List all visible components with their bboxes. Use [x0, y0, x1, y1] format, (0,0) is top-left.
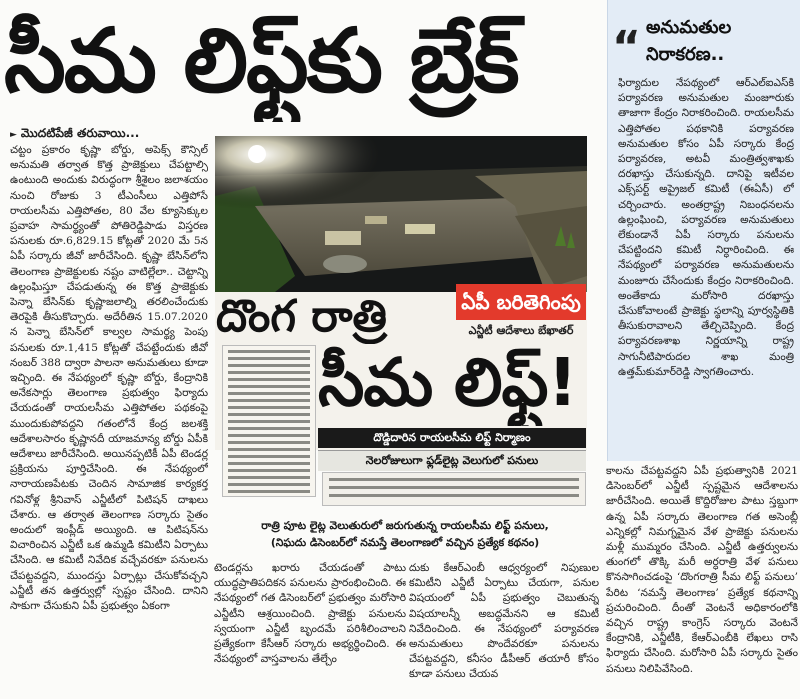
article-column-3: దుకు కేఆర్‌ఎంబీ ఆధ్వర్యంలో నిపుణుల కమిటీని ఎన్జీటీ ఏర్పాటు చేయగా, పనుల విషయంలో ఏపీ ప్రభుత్వం చెబుతున్న విషయాలన్నీ అబద్ధమేనని ఆ కమిటీ నివేదించింది. ఈ నేపథ్యంలో పర్యావరణ అనుమతులు పొందేవరకూ పనులను చేపట్టవద్దని, కనీసం డీపీఆర్ తయారీ కోసం కూడా పనులు చేయవ: [409, 562, 599, 681]
article-column-2: టెండర్లను ఖరారు చేయడంతో పాటు యుద్ధప్రాతిపదికన పనులను ప్రారంభించింది. ఈ నేపథ్యంలో గత డిసెంబర్‌లో ప్రభుత్వం మరోసారి ఎన్జీటీని ఆశ్రయించింది. ప్రాజెక్టు పనులను స్వయంగా ఎన్జీటీ బృందమే పరిశీలించాలని ప్రత్యేకంగా కేసీఆర్ సర్కారు అభ్యర్థించింది. ఈ నేపథ్యంలో వాస్తవాలను తేల్చేం: [214, 562, 406, 666]
strap-line-2: నెలరోజులుగా ఫ్లడ్‌లైట్ల వెలుగులో పనులు: [318, 450, 586, 471]
clipping-inset: [222, 345, 316, 497]
clipping-inset-2: [322, 472, 586, 506]
ngt-subtag: ఎన్జీటీ ఆదేశాలు బేఖాతర్: [468, 324, 574, 337]
triangle-icon: ►: [10, 130, 17, 140]
seema-lift-headline: సీమ లిఫ్ట్!: [318, 344, 577, 421]
ap-tag-banner: ఏపీ బరితెగింపు: [456, 284, 586, 320]
night-construction-photo: [215, 136, 587, 292]
donga-ratri-headline: దొంగ రాత్రి: [216, 291, 387, 342]
quote-mark-icon: “: [612, 22, 641, 73]
article-column-1: చట్టం ప్రకారం కృష్ణా బోర్డు, అపెక్స్ కౌన్సిల్ అనుమతి తర్వాత కొత్త ప్రాజెక్టులు చేపట్టాల్సి ఉంటుంది అందుకు విరుద్ధంగా శ్రీశైలం జలాశయం నుంచి రోజుకు 3 టీఎంసీలు ఎత్తిపోసే రాయలసీమ ఎత్తిపోతల, 80 వేల క్యూసెక్కుల ప్రవాహ సామర్థ్యంతో పోతిరెడ్డిపాడు విస్తరణ పనులకు రూ.6,829.15 కోట్లతో 2020 మే 5న ఏపీ సర్కారు జీవో జారీచేసింది. కృష్ణా బేసిన్‌లోని తెలంగాణ ప్రాజెక్టులకు నష్టం వాటిల్లేలా.. చెట్టాన్ని ఉల్లంఘిస్తూ చేపడుతున్న ఈ కొత్త ప్రాజెక్టుకు పెన్నా బేసిన్‌కు కృష్ణాజలాల్ని తరలించేందుకు తెరపైకి తీసుకొచ్చారు. అదేరీతిన 15.07.2020 న పెన్నా బేసిన్‌లో కాల్వల సామర్థ్య పెంపు పనులకు రూ.1,415 కోట్లతో చేపట్టేందుకు జీవో నంబర్ 388 ద్వారా పాలనా అనుమతులు కూడా ఇచ్చింది. ఈ నేపథ్యంలో కృష్ణా బోర్డు, కేంద్రానికి అనేకసార్లు తెలంగాణ ప్రభుత్వం ఫిర్యాదు చేయడంతో రాయలసీమ ఎత్తిపోతల పథకంపై ముందుకుపోవద్దని గతంలోనే కేంద్ర జలశక్తి ఆదేశాలసారం కృష్ణానదీ యాజమాన్య బోర్డు ఏపీకి ఆదేశాలు జారీచేసింది. అయినప్పటికీ ఏపీ టెండర్ల ప్రక్రియను పూర్తిచేసింది. ఈ నేపథ్యంలో నారాయణపేటకు చెందిన సామాజిక కార్యకర్త గవినోళ్ల శ్రీనివాస్ ఎన్జీటీలో పిటిషన్ దాఖలు చేశారు. ఆ తర్వాత తెలంగాణ సర్కారు సైతం అందులో ఇంప్లీడ్ అయ్యింది. ఆ పిటిషన్‌ను విచారించిన ఎన్జీటీ ఒక ఉమ్మడి కమిటీని ఏర్పాటు చేసింది. ఆ కమిటీ నివేదిక వచ్చేవరకూ పనులను చేపట్టవద్దని, ముందస్తు ఏర్పాట్లు చేసుకోవచ్చని ఎన్జీటీ తన ఉత్తర్వుల్లో స్పష్టం చేసింది. దానిని సాకుగా చేసుకుని ఏపీ ప్రభుత్వం ఏకంగా: [10, 144, 208, 613]
strap-line-1: దొడ్డిదారిన రాయలసీమ లిఫ్ట్ నిర్మాణం: [318, 428, 586, 448]
sidebar-text: ఫిర్యాదుల నేపథ్యంలో ఆర్ఎల్ఐఎస్‌కి పర్యావరణ అనుమతుల మంజూరుకు తాజాగా కేంద్రం నిరాకరించింది. రాయలసీమ ఎత్తిపోతల పథకానికి పర్యావరణ అనుమతుల కోసం ఏపీ సర్కారు కేంద్ర పర్యావరణ, అటవీ మంత్రిత్వశాఖకు దరఖాస్తు చేసుకున్నది. దానిపై ఇటీవల ఎక్స్‌పర్ట్ అప్రైజల్ కమిటీ (ఈఏసీ) లో చర్చించారు. అంతర్రాష్ట్ర నిబంధనలను ఉల్లంఘించి, పర్యావరణ అనుమతులు లేకుండానే ఏపీ సర్కారు పనులను చేపట్టిందని కమిటీ నిర్ధారించింది. ఈ నేపథ్యంలో పర్యావరణ అనుమతులను మంజూరు చేసేందుకు కేంద్రం నిరాకరించింది. అంతేకాదు మరోసారి దరఖాస్తు చేసుకోవాలంటే ప్రాజెక్టు స్థలాన్ని పూర్వస్థితికి తీసుకురావాలని తేల్చిచెప్పింది. కేంద్ర పర్యావరణశాఖ నిర్ణయాన్ని రాష్ట్ర సాగునీటిపారుదల శాఖ మంత్రి ఉత్తమ్‌కుమార్‌రెడ్డి స్వాగతించారు.: [618, 77, 794, 378]
caption-line-2: (నిఘదు డిసెంబర్‌లో నమస్తే తెలంగాణలో వచ్చిన ప్రత్యేక కథనం): [270, 536, 540, 549]
article-column-4: కాలను చేపట్టవద్దని ఏపీ ప్రభుత్వానికి 2021 డిసెంబర్‌లో ఎన్జీటీ స్పష్టమైన ఆదేశాలను జారీచేసింది. అయితే కొద్దిరోజుల పాటు స్తబ్దుగా ఉన్న ఏపీ సర్కారు తెలంగాణ గత అసెంబ్లీ ఎన్నికల్లో నిమగ్నమైన వేళ ప్రాజెక్టు పనులను మళ్లీ ముమ్మరం చేసింది. ఎన్జీటీ ఉత్తర్వులను తుంగలో తొక్కి మరీ అర్ధరాత్రి వేళ పనులు కొనసాగించడంపై ‘దొంగరాత్రి సీమ లిఫ్ట్ పనులు’ పేరిట ‘నమస్తే తెలంగాణ’ ప్రత్యేక కథనాన్ని ప్రచురించింది. దీంతో వెంటనే అధికారంలోకి వచ్చిన రాష్ట్ర కాంగ్రెస్ సర్కారు వెంటనే కేంద్రానికి, ఎన్జీటీకి, కేఆర్‌ఎంబీకి లేఖలు రాసి ఫిర్యాదు చేసింది. మరోసారి ఏపీ సర్కారు సైతం పనులు నిలిపివేసింది.: [606, 465, 798, 675]
headline: సీమ లిఫ్ట్‌కు బ్రేక్: [4, 9, 518, 112]
kicker-text: మొదటిపేజీ తరువాయి...: [20, 126, 140, 140]
caption-line-1: రాత్రి పూట లైట్ల వెలుతురులో జరుగుతున్న రాయలసీమ లిఫ్ట్ పనులు,: [261, 519, 549, 532]
sidebar-title: అనుమతుల నిరాకరణ..: [646, 17, 732, 65]
continuation-kicker: [10, 124, 210, 142]
photo-illustration: [215, 136, 587, 292]
photo-caption: [215, 517, 595, 557]
